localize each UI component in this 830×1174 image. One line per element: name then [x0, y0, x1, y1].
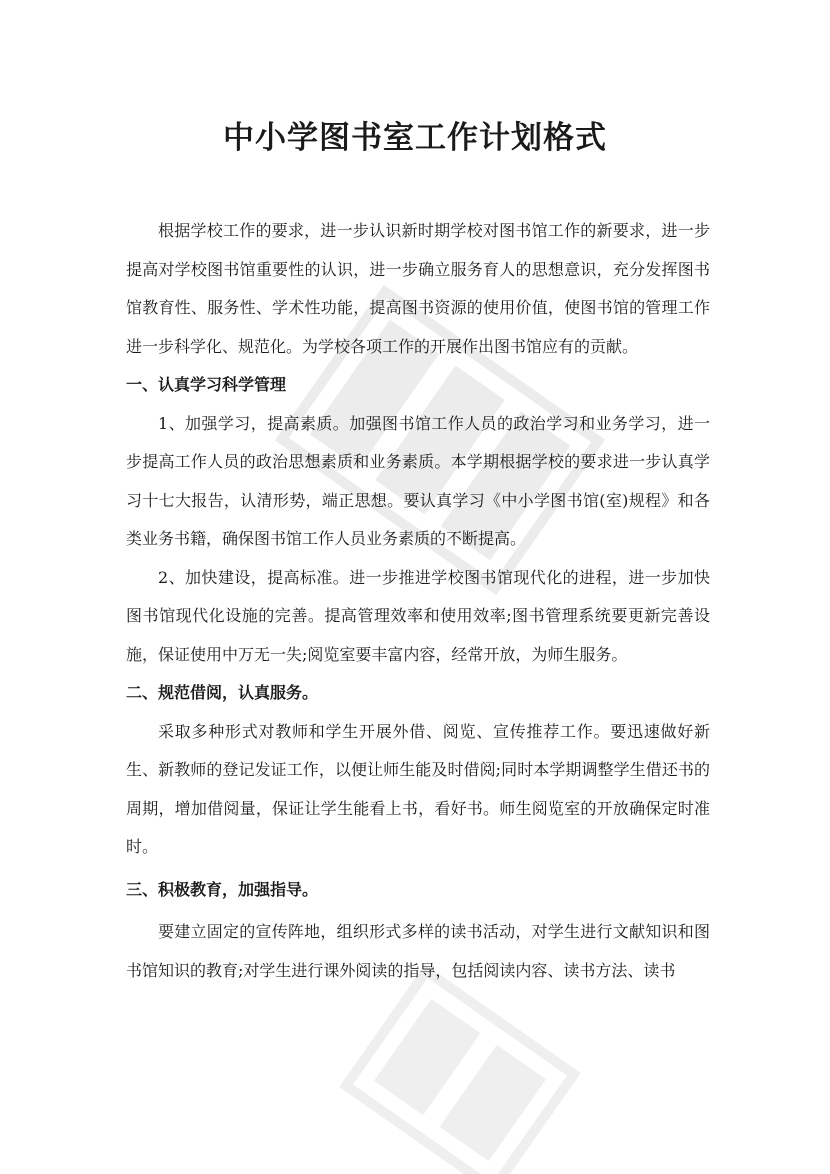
- section-1-paragraph-2: 2、加快建设，提高标准。进一步推进学校图书馆现代化的进程，进一步加快图书馆现代化设施的完善。提高管理效率和使用效率;图书管理系统要更新完善设施，保证使用中万无一失;阅览室要丰富内容，经常开放，为师生服务。: [126, 567, 710, 664]
- section-heading-3: 三、积极教育，加强指导。: [126, 879, 319, 899]
- section-3-paragraph-1: 要建立固定的宣传阵地，组织形式多样的读书活动，对学生进行文献知识和图书馆知识的教育;对学生进行课外阅读的指导，包括阅读内容、读书方法、读书: [126, 922, 710, 980]
- section-1-paragraph-1: 1、加强学习，提高素质。加强图书馆工作人员的政治学习和业务学习，进一步提高工作人员的政治思想素质和业务素质。本学期根据学校的要求进一步认真学习十七大报告，认清形势，端正思想。要认真学习《中小学图书馆(室)规程》和各类业务书籍，确保图书馆工作人员业务素质的不断提高。: [126, 413, 710, 548]
- document-title: 中小学图书室工作计划格式: [223, 120, 607, 156]
- document-body: [126, 212, 710, 990]
- section-heading-1: 一、认真学习科学管理: [126, 375, 287, 394]
- section-2-paragraph-1: 采取多种形式对教师和学生开展外借、阅览、宣传推荐工作。要迅速做好新生、新教师的登记发证工作，以便让师生能及时借阅;同时本学期调整学生借还书的周期，增加借阅量，保证让学生能看上书，看好书。师生阅览室的开放确保定时准时。: [126, 721, 710, 856]
- intro-paragraph: 根据学校工作的要求，进一步认识新时期学校对图书馆工作的新要求，进一步提高对学校图书馆重要性的认识，进一步确立服务育人的思想意识，充分发挥图书馆教育性、服务性、学术性功能，提高图书资源的使用价值，使图书馆的管理工作进一步科学化、规范化。为学校各项工作的开展作出图书馆应有的贡献。: [126, 221, 710, 356]
- section-heading-2: 二、规范借阅，认真服务。: [126, 683, 319, 702]
